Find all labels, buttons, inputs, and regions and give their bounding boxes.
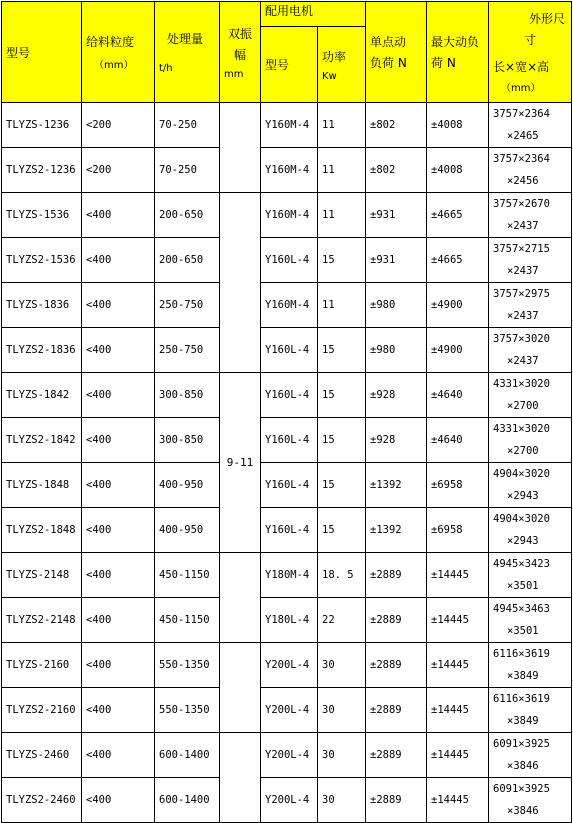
cell-max-load: ±4008 (427, 148, 489, 193)
table-row (2, 778, 572, 823)
cell-model: TLYZS-1236 (2, 103, 82, 148)
table-row (2, 688, 572, 733)
dimension-line-1: 4331×3020 (493, 423, 550, 435)
cell-dimensions (489, 688, 572, 733)
cell-model: TLYZS-1842 (2, 373, 82, 418)
dimension-line-2: ×2456 (507, 175, 539, 187)
cell-dimensions (489, 733, 572, 778)
cell-power: 11 (318, 148, 366, 193)
table-row (2, 328, 572, 373)
cell-capacity: 70-250 (155, 148, 220, 193)
cell-single-load: ±1392 (366, 508, 427, 553)
cell-motor-model: Y160L-4 (261, 328, 318, 373)
cell-capacity: 450-1150 (155, 553, 220, 598)
cell-model: TLYZS2-1236 (2, 148, 82, 193)
cell-dimensions (489, 508, 572, 553)
cell-single-load: ±928 (366, 373, 427, 418)
cell-capacity: 250-750 (155, 283, 220, 328)
cell-motor-model: Y200L-4 (261, 778, 318, 823)
cell-capacity: 70-250 (155, 103, 220, 148)
cell-single-load: ±2889 (366, 643, 427, 688)
cell-capacity: 400-950 (155, 463, 220, 508)
dimension-line-1: 6116×3619 (493, 693, 550, 705)
cell-model: TLYZS2-1836 (2, 328, 82, 373)
cell-max-load: ±4900 (427, 328, 489, 373)
cell-power: 15 (318, 238, 366, 283)
dimension-line-1: 3757×2364 (493, 153, 550, 165)
cell-motor-model: Y160M-4 (261, 103, 318, 148)
cell-power: 22 (318, 598, 366, 643)
header-dimensions: 外形尺 寸 长×宽×高 （mm） (489, 2, 572, 103)
cell-capacity: 400-950 (155, 508, 220, 553)
dimension-line-2: ×2437 (507, 355, 539, 367)
cell-power: 15 (318, 418, 366, 463)
cell-max-load: ±4640 (427, 418, 489, 463)
dimension-line-1: 4904×3020 (493, 468, 550, 480)
dimension-line-2: ×3501 (507, 580, 539, 592)
cell-motor-model: Y160L-4 (261, 418, 318, 463)
cell-dimensions (489, 643, 572, 688)
cell-model: TLYZS2-1842 (2, 418, 82, 463)
cell-motor-model: Y160M-4 (261, 283, 318, 328)
cell-power: 30 (318, 643, 366, 688)
cell-model: TLYZS-1848 (2, 463, 82, 508)
cell-power: 15 (318, 328, 366, 373)
cell-model: TLYZS-1536 (2, 193, 82, 238)
cell-dimensions (489, 148, 572, 193)
cell-feed-size: <400 (82, 373, 155, 418)
cell-model: TLYZS-2460 (2, 733, 82, 778)
cell-model: TLYZS-2148 (2, 553, 82, 598)
cell-feed-size: <200 (82, 103, 155, 148)
dimension-line-2: ×3501 (507, 625, 539, 637)
header-feed-size: 给料粒度 （mm） (82, 2, 155, 103)
table-row (2, 463, 572, 508)
cell-motor-model: Y200L-4 (261, 733, 318, 778)
table-row (2, 283, 572, 328)
cell-feed-size: <400 (82, 418, 155, 463)
cell-power: 18. 5 (318, 553, 366, 598)
dimension-line-2: ×2437 (507, 310, 539, 322)
cell-capacity: 300-850 (155, 373, 220, 418)
cell-single-load: ±928 (366, 418, 427, 463)
cell-amplitude (220, 553, 261, 643)
dimension-line-1: 6091×3925 (493, 783, 550, 795)
dimension-line-1: 3757×2715 (493, 243, 550, 255)
cell-single-load: ±2889 (366, 598, 427, 643)
cell-dimensions (489, 778, 572, 823)
cell-model: TLYZS2-2148 (2, 598, 82, 643)
cell-capacity: 200-650 (155, 238, 220, 283)
cell-amplitude (220, 103, 261, 193)
dimension-line-2: ×2700 (507, 400, 539, 412)
table-row (2, 103, 572, 148)
table-row (2, 418, 572, 463)
cell-single-load: ±980 (366, 328, 427, 373)
cell-dimensions (489, 598, 572, 643)
cell-max-load: ±14445 (427, 643, 489, 688)
cell-capacity: 250-750 (155, 328, 220, 373)
cell-model: TLYZS2-1536 (2, 238, 82, 283)
cell-motor-model: Y160L-4 (261, 238, 318, 283)
cell-model: TLYZS-1836 (2, 283, 82, 328)
cell-dimensions (489, 373, 572, 418)
cell-single-load: ±931 (366, 238, 427, 283)
cell-single-load: ±2889 (366, 778, 427, 823)
table-row (2, 193, 572, 238)
cell-dimensions (489, 418, 572, 463)
cell-dimensions (489, 328, 572, 373)
dimension-line-1: 6091×3925 (493, 738, 550, 750)
dimension-line-2: ×3846 (507, 805, 539, 817)
cell-power: 11 (318, 193, 366, 238)
cell-model: TLYZS2-2460 (2, 778, 82, 823)
dimension-line-1: 6116×3619 (493, 648, 550, 660)
header-motor: 配用电机 (261, 2, 366, 27)
cell-motor-model: Y160L-4 (261, 373, 318, 418)
cell-amplitude: 9-11 (220, 373, 261, 553)
cell-single-load: ±931 (366, 193, 427, 238)
cell-capacity: 550-1350 (155, 688, 220, 733)
cell-feed-size: <400 (82, 328, 155, 373)
table-row (2, 553, 572, 598)
cell-amplitude (220, 193, 261, 373)
cell-feed-size: <400 (82, 553, 155, 598)
dimension-line-1: 3757×2670 (493, 198, 550, 210)
table-row (2, 733, 572, 778)
cell-max-load: ±4900 (427, 283, 489, 328)
cell-max-load: ±14445 (427, 688, 489, 733)
cell-motor-model: Y180L-4 (261, 598, 318, 643)
cell-max-load: ±14445 (427, 733, 489, 778)
dimension-line-1: 4945×3463 (493, 603, 550, 615)
cell-single-load: ±2889 (366, 688, 427, 733)
cell-power: 30 (318, 778, 366, 823)
cell-motor-model: Y200L-4 (261, 688, 318, 733)
cell-feed-size: <400 (82, 778, 155, 823)
cell-power: 15 (318, 508, 366, 553)
header-capacity: 处理量 t/h (155, 2, 220, 103)
dimension-line-2: ×2437 (507, 220, 539, 232)
cell-feed-size: <400 (82, 688, 155, 733)
cell-dimensions (489, 283, 572, 328)
cell-power: 11 (318, 103, 366, 148)
cell-feed-size: <400 (82, 643, 155, 688)
cell-dimensions (489, 103, 572, 148)
cell-dimensions (489, 193, 572, 238)
cell-max-load: ±6958 (427, 463, 489, 508)
dimension-line-2: ×3849 (507, 715, 539, 727)
header-model: 型号 (2, 2, 82, 103)
dimension-line-2: ×2943 (507, 490, 539, 502)
cell-amplitude (220, 643, 261, 733)
cell-dimensions (489, 238, 572, 283)
cell-feed-size: <400 (82, 598, 155, 643)
header-max-load: 最大动负 荷 N (427, 2, 489, 103)
cell-capacity: 200-650 (155, 193, 220, 238)
cell-max-load: ±4665 (427, 193, 489, 238)
dimension-line-1: 3757×2975 (493, 288, 550, 300)
dimension-line-2: ×3849 (507, 670, 539, 682)
cell-feed-size: <400 (82, 193, 155, 238)
cell-capacity: 600-1400 (155, 733, 220, 778)
cell-motor-model: Y160L-4 (261, 508, 318, 553)
header-amplitude: 双振 幅 mm (220, 2, 261, 103)
dimension-line-1: 4331×3020 (493, 378, 550, 390)
cell-feed-size: <400 (82, 508, 155, 553)
cell-motor-model: Y160L-4 (261, 463, 318, 508)
dimension-line-1: 3757×3020 (493, 333, 550, 345)
cell-single-load: ±802 (366, 103, 427, 148)
cell-capacity: 450-1150 (155, 598, 220, 643)
dimension-line-1: 3757×2364 (493, 108, 550, 120)
dimension-line-2: ×2465 (507, 130, 539, 142)
cell-single-load: ±980 (366, 283, 427, 328)
cell-single-load: ±802 (366, 148, 427, 193)
cell-feed-size: <200 (82, 148, 155, 193)
cell-max-load: ±4008 (427, 103, 489, 148)
spec-table (1, 1, 572, 823)
cell-power: 11 (318, 283, 366, 328)
table-row (2, 508, 572, 553)
cell-capacity: 300-850 (155, 418, 220, 463)
table-row (2, 373, 572, 418)
cell-motor-model: Y180M-4 (261, 553, 318, 598)
cell-max-load: ±4640 (427, 373, 489, 418)
table-row (2, 598, 572, 643)
cell-dimensions (489, 463, 572, 508)
dimension-line-2: ×2437 (507, 265, 539, 277)
table-row (2, 643, 572, 688)
cell-capacity: 600-1400 (155, 778, 220, 823)
cell-dimensions (489, 553, 572, 598)
cell-motor-model: Y200L-4 (261, 643, 318, 688)
cell-motor-model: Y160M-4 (261, 148, 318, 193)
cell-max-load: ±6958 (427, 508, 489, 553)
header-power: 功率 Kw (318, 27, 366, 103)
cell-feed-size: <400 (82, 733, 155, 778)
cell-capacity: 550-1350 (155, 643, 220, 688)
cell-single-load: ±2889 (366, 733, 427, 778)
cell-amplitude (220, 733, 261, 823)
cell-model: TLYZS2-2160 (2, 688, 82, 733)
cell-single-load: ±1392 (366, 463, 427, 508)
cell-feed-size: <400 (82, 463, 155, 508)
table-row (2, 148, 572, 193)
cell-feed-size: <400 (82, 283, 155, 328)
header-motor-model: 型号 (261, 27, 318, 103)
header-single-load: 单点动 负荷 N (366, 2, 427, 103)
dimension-line-1: 4945×3423 (493, 558, 550, 570)
cell-model: TLYZS-2160 (2, 643, 82, 688)
cell-max-load: ±4665 (427, 238, 489, 283)
cell-model: TLYZS2-1848 (2, 508, 82, 553)
dimension-line-2: ×3846 (507, 760, 539, 772)
cell-power: 15 (318, 463, 366, 508)
cell-power: 30 (318, 688, 366, 733)
cell-power: 15 (318, 373, 366, 418)
cell-max-load: ±14445 (427, 778, 489, 823)
cell-feed-size: <400 (82, 238, 155, 283)
cell-power: 30 (318, 733, 366, 778)
cell-max-load: ±14445 (427, 553, 489, 598)
dimension-line-2: ×2700 (507, 445, 539, 457)
dimension-line-1: 4904×3020 (493, 513, 550, 525)
cell-max-load: ±14445 (427, 598, 489, 643)
cell-motor-model: Y160M-4 (261, 193, 318, 238)
table-row (2, 238, 572, 283)
dimension-line-2: ×2943 (507, 535, 539, 547)
cell-single-load: ±2889 (366, 553, 427, 598)
